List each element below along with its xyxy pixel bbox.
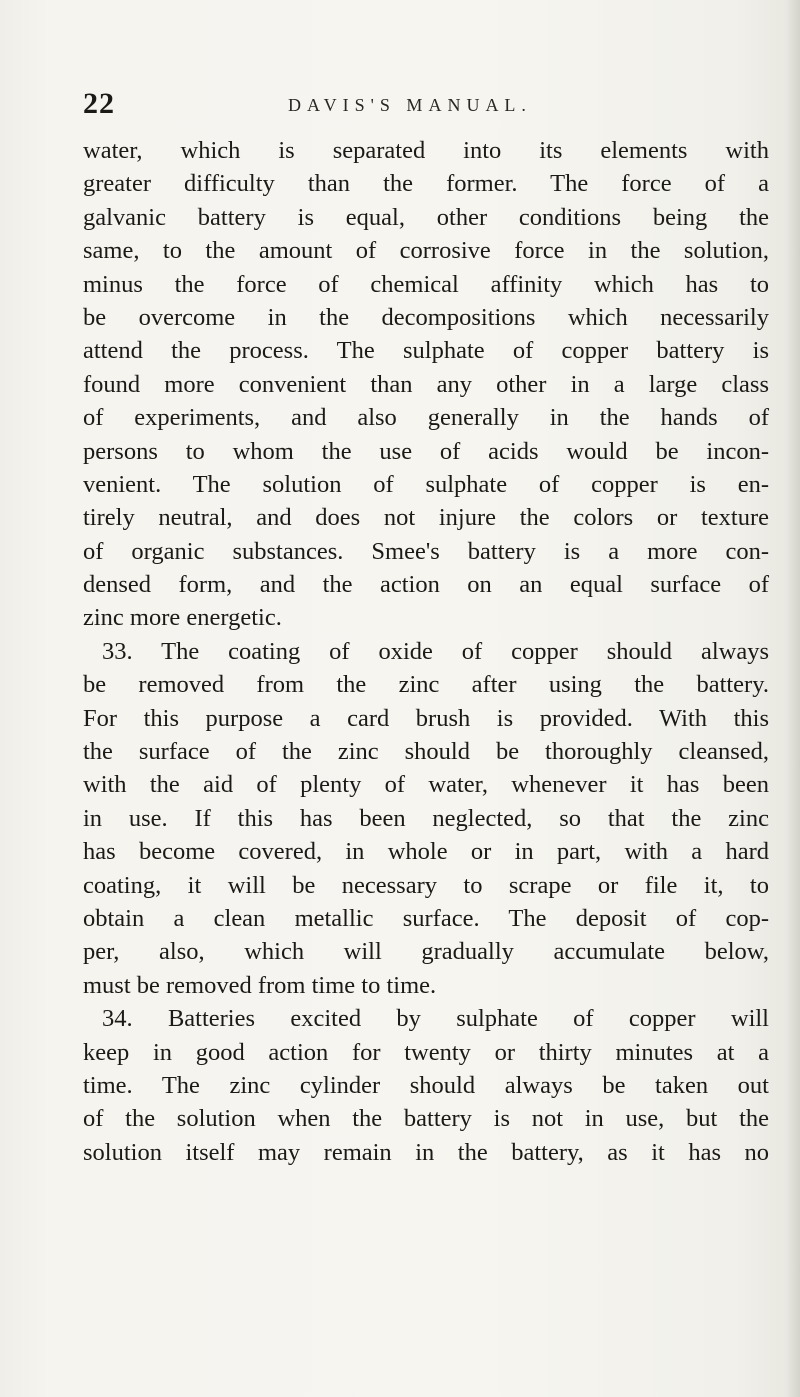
text-line: in use. If this has been neglected, so that the zinc [83, 804, 769, 832]
text-line: minus the force of chemical affinity which has to [83, 270, 769, 298]
paragraph-end-line: zinc more energetic. [83, 604, 282, 632]
text-line: of the solution when the battery is not in use, but the [83, 1105, 769, 1133]
running-head: DAVIS'S MANUAL. [288, 95, 532, 115]
text-line: densed form, and the action on an equal surface of [83, 571, 769, 599]
text-line: tirely neutral, and does not injure the colors or texture [83, 504, 769, 532]
text-line: time. The zinc cylinder should always be taken out [83, 1071, 769, 1099]
text-line: galvanic battery is equal, other conditions being the [83, 203, 769, 231]
text-line: obtain a clean metallic surface. The deposit of cop- [83, 904, 769, 932]
text-line: attend the process. The sulphate of copper battery is [83, 337, 769, 365]
text-line: per, also, which will gradually accumulate below, [83, 938, 769, 966]
text-line: coating, it will be necessary to scrape or file it, to [83, 871, 769, 899]
text-line: the surface of the zinc should be thoroughly cleansed, [83, 738, 769, 766]
text-line: of organic substances. Smee's battery is a more con- [83, 537, 769, 565]
text-line: keep in good action for twenty or thirty minutes at a [83, 1038, 769, 1066]
paragraph-start-line: 33. The coating of oxide of copper should always [102, 637, 769, 665]
text-line: be overcome in the decompositions which necessarily [83, 303, 769, 331]
text-line: found more convenient than any other in a large class [83, 370, 769, 398]
text-line: venient. The solution of sulphate of copper is en- [83, 470, 769, 498]
text-line: of experiments, and also generally in the hands of [83, 404, 769, 432]
text-line: with the aid of plenty of water, whenever it has been [83, 771, 769, 799]
text-line: has become covered, in whole or in part, with a hard [83, 838, 769, 866]
text-line: be removed from the zinc after using the battery. [83, 671, 769, 699]
page-number: 22 [83, 87, 115, 120]
text-line: water, which is separated into its elements with [83, 137, 769, 164]
page-edge-shadow [786, 0, 800, 1397]
text-line: persons to whom the use of acids would be incon- [83, 437, 769, 465]
paragraph-end-line: must be removed from time to time. [83, 971, 437, 999]
paragraph-start-line: 34. Batteries excited by sulphate of copper will [102, 1005, 769, 1033]
body-text [83, 134, 769, 1169]
page-header [83, 86, 773, 122]
text-line: solution itself may remain in the battery, as it has no [83, 1138, 769, 1166]
text-line: For this purpose a card brush is provided. With this [83, 704, 769, 732]
text-line: same, to the amount of corrosive force in the solution, [83, 237, 769, 265]
text-line: greater difficulty than the former. The force of a [83, 170, 769, 198]
